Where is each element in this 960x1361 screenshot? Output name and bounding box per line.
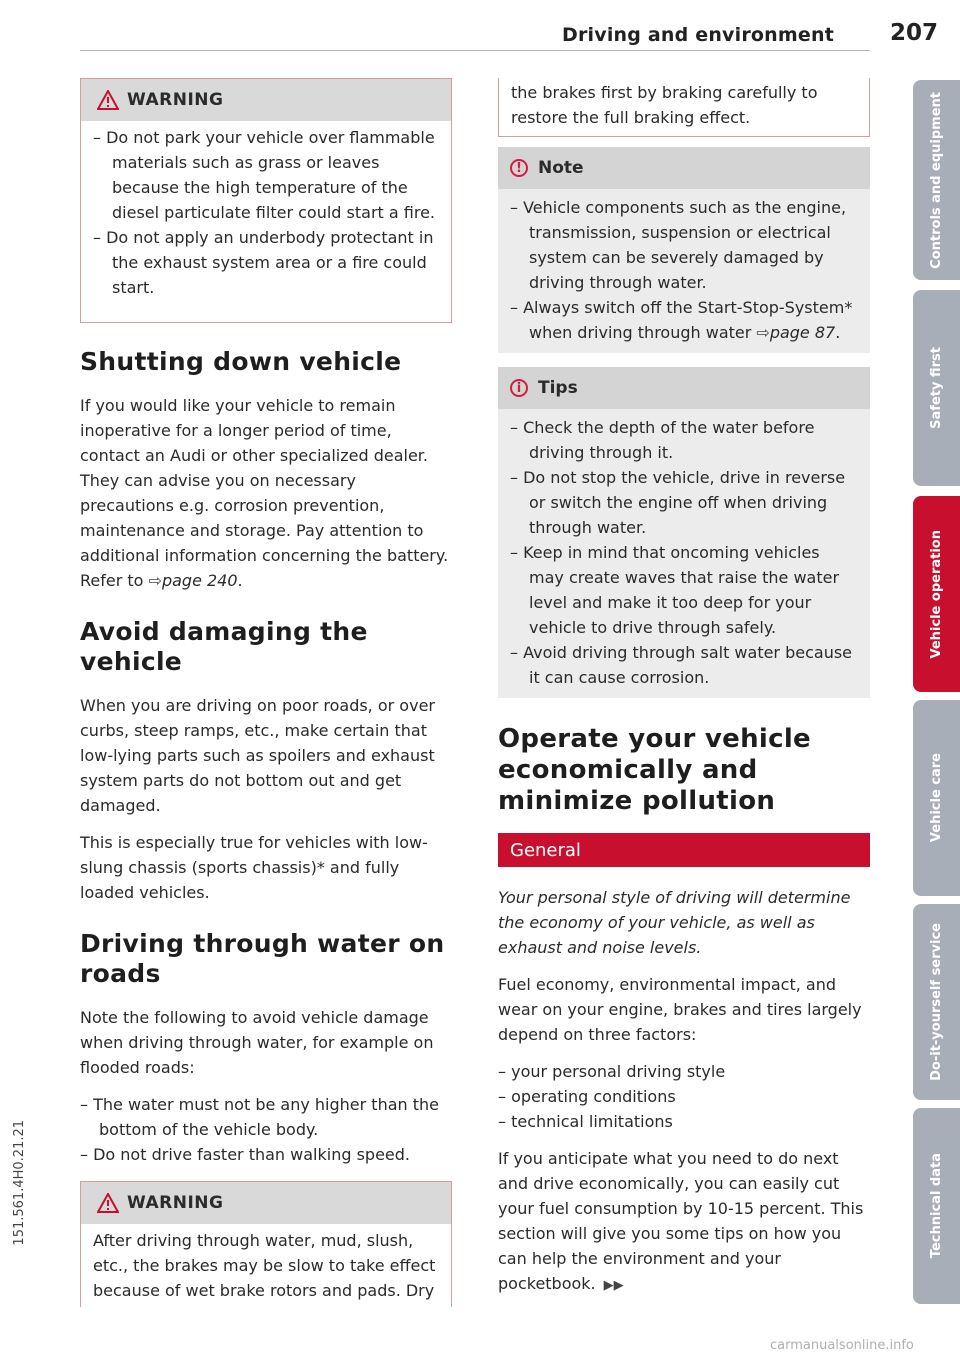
list-item: – Do not park your vehicle over flammable materials such as grass or leaves because the high temperature of the diesel particulate filter could start a fire. [93, 125, 439, 225]
section-title-avoid-damage: Avoid damaging the vehicle [80, 617, 368, 676]
warning-label: WARNING [127, 90, 224, 110]
list-item: – The water must not be any higher than the bottom of the vehicle body. [80, 1092, 452, 1142]
sidebar-tab-controls[interactable]: Controls and equipment [913, 80, 960, 280]
list-item: – Vehicle components such as the engine, transmission, suspension or electrical system can be severely damaged by driving through water. [510, 195, 858, 295]
page-reference-link[interactable]: page 87 [769, 323, 836, 342]
page-number: 207 [890, 20, 939, 46]
section-title-operate: Operate your vehicle economically and minimize pollution [498, 724, 811, 816]
factor-list [498, 1059, 870, 1134]
avoid-text-2: This is especially true for vehicles with low-slung chassis (sports chassis)* and fully loaded vehicles. [80, 833, 428, 902]
warning-label: WARNING [127, 1193, 224, 1213]
info-icon: i [510, 379, 528, 397]
operate-text-2: If you anticipate what you need to do next and drive economically, you can easily cut your fuel consumption by 10-15 percent. This section will give you some tips on how you can help the environment and your pocketbook. ▶▶ [498, 1149, 864, 1293]
shutting-text: If you would like your vehicle to remain inoperative for a longer period of time, contact an Audi or other specialized dealer. They can advise you on necessary precautions e.g. corrosion prevention, maintenance and storage. Pay attention to additional information concerning the battery. Refer to ⇨page 240. [80, 396, 449, 590]
operate-text-1: Fuel economy, environmental impact, and wear on your engine, brakes and tires largely depend on three factors: [498, 975, 862, 1044]
sidebar-tab-technical-data[interactable]: Technical data [913, 1108, 960, 1304]
arrow-right-icon: ⇨ [756, 323, 770, 342]
tips-label: Tips [538, 378, 578, 398]
list-item: – Always switch off the Start-Stop-System* when driving through water ⇨page 87. [510, 295, 858, 345]
warning-list [93, 125, 439, 300]
sidebar-tab-vehicle-operation[interactable]: Vehicle operation [913, 496, 960, 692]
list-item: – Do not drive faster than walking speed. [80, 1142, 452, 1167]
list-item: – Check the depth of the water before driving through it. [510, 415, 858, 465]
continue-arrow-icon: ▶▶ [603, 1278, 624, 1293]
warning-triangle-icon [97, 1193, 119, 1213]
list-item: – Do not stop the vehicle, drive in reverse or switch the engine off when driving through water. [510, 465, 858, 540]
water-list [80, 1092, 452, 1167]
running-header: Driving and environment [561, 24, 834, 46]
sidebar-tab-diy-service[interactable]: Do-it-yourself service [913, 904, 960, 1100]
warning-triangle-icon [97, 90, 119, 110]
list-item: – Keep in mind that oncoming vehicles may create waves that raise the water level and make it too deep for your vehicle to drive through safely. [510, 540, 858, 640]
list-item: – technical limitations [498, 1109, 870, 1134]
list-item: – Do not apply an underbody protectant in the exhaust system area or a fire could start. [93, 225, 439, 300]
list-item: – Avoid driving through salt water because it can cause corrosion. [510, 640, 858, 690]
sidebar-tab-safety[interactable]: Safety first [913, 290, 960, 486]
list-item: – your personal driving style [498, 1059, 870, 1084]
right-column [498, 78, 870, 1310]
margin-code: 151.561.4H0.21.21 [12, 1120, 27, 1246]
warning-continuation: the brakes first by braking carefully to restore the full braking effect. [498, 78, 870, 137]
water-text: Note the following to avoid vehicle damage when driving through water, for example on flooded roads: [80, 1008, 434, 1077]
page-reference-link[interactable]: page 240 [161, 571, 238, 590]
sidebar-tab-vehicle-care[interactable]: Vehicle care [913, 700, 960, 896]
avoid-text-1: When you are driving on poor roads, or over curbs, steep ramps, etc., make certain that low-lying parts such as spoilers and exhaust system parts do not bottom out and get damaged. [80, 696, 435, 815]
intro-text: Your personal style of driving will determine the economy of your vehicle, as well as exhaust and noise levels. [498, 888, 851, 957]
warning-box [80, 78, 452, 323]
section-title-water: Driving through water on roads [80, 929, 445, 988]
warning-box-2 [80, 1181, 452, 1307]
list-item: – operating conditions [498, 1084, 870, 1109]
note-label: Note [538, 158, 584, 178]
note-list [510, 195, 858, 345]
left-column [80, 78, 452, 1325]
warning-text: After driving through water, mud, slush, etc., the brakes may be slow to take effect because of wet brake rotors and pads. Dry [93, 1231, 436, 1300]
note-box [498, 147, 870, 353]
footer-watermark: carmanualsonline.info [770, 1338, 914, 1353]
header-rule [80, 50, 870, 51]
subsection-bar: General [498, 833, 870, 867]
tips-list [510, 415, 858, 690]
note-icon: ! [510, 159, 528, 177]
arrow-right-icon: ⇨ [148, 571, 162, 590]
section-title-shutting-down: Shutting down vehicle [80, 347, 402, 376]
tips-box [498, 367, 870, 698]
